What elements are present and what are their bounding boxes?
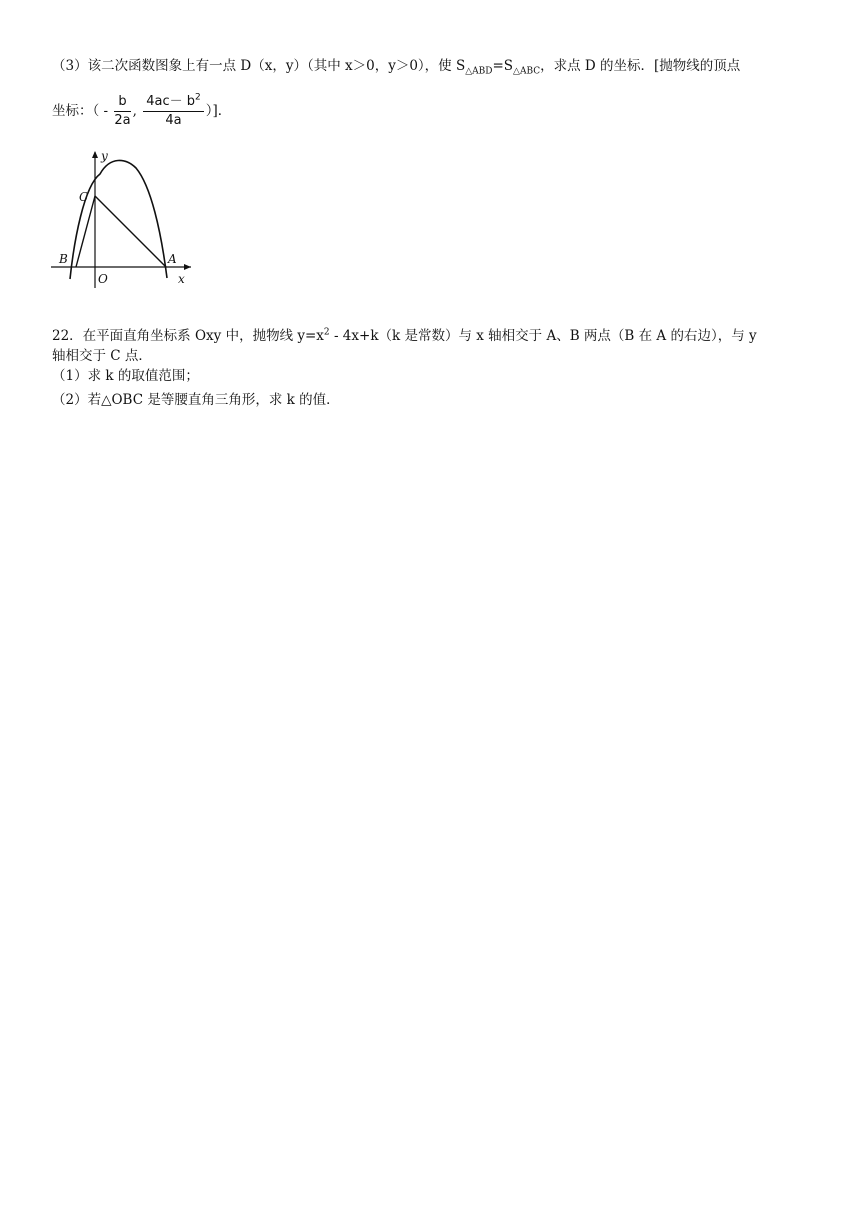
q22-exponent: 2 xyxy=(323,327,330,338)
parabola-figure xyxy=(46,146,206,296)
question-3-line-2 xyxy=(52,94,231,129)
label-x: x xyxy=(178,272,185,286)
fraction-2-numerator xyxy=(143,94,204,112)
fraction-b-over-2a xyxy=(114,94,130,129)
fraction-2-denominator: 4a xyxy=(165,113,182,128)
q3-subscript-abd: △ABD xyxy=(465,66,493,77)
question-22-line-2: 轴相交于 C 点． xyxy=(52,348,152,364)
question-22-part-2: （2）若△OBC 是等腰直角三角形，求 k 的值． xyxy=(52,392,340,408)
fraction-2-exponent: 2 xyxy=(195,92,201,103)
fraction-4ac-b2-over-4a xyxy=(143,94,204,129)
q3-text-eq: =S xyxy=(492,58,514,74)
q3-text-suffix: ，求点 D 的坐标．[抛物线的顶点 xyxy=(540,58,741,74)
label-origin-o: O xyxy=(98,272,108,286)
fraction-2-numerator-text: 4ac－ b xyxy=(146,94,196,109)
label-point-b: B xyxy=(59,252,68,266)
q3-text-prefix: （3）该二次函数图象上有一点 D（x，y）（其中 x＞0，y＞0），使 S xyxy=(52,58,466,74)
q22-text-prefix: 22．在平面直角坐标系 Oxy 中，抛物线 y=x xyxy=(52,328,324,344)
label-point-a: A xyxy=(168,252,177,266)
q3-subscript-abc: △ABC xyxy=(513,66,541,77)
label-point-c: C xyxy=(79,190,89,204)
vertex-coord-end: ）]． xyxy=(205,103,232,119)
fraction-1-denominator: 2a xyxy=(114,113,131,128)
segment-ca xyxy=(95,196,166,267)
y-axis-arrow-icon xyxy=(92,151,98,158)
segment-cb xyxy=(76,196,95,267)
question-22-part-1: （1）求 k 的取值范围； xyxy=(52,368,199,384)
question-22-line-1 xyxy=(52,326,757,346)
x-axis-arrow-icon xyxy=(184,264,191,270)
vertex-coord-label: 坐标：（ - xyxy=(52,103,113,119)
q22-text-suffix: - 4x+k（k 是常数）与 x 轴相交于 A、B 两点（B 在 A 的右边），与 y xyxy=(329,328,757,344)
label-y: y xyxy=(101,149,108,163)
fraction-1-numerator: b xyxy=(114,94,130,112)
vertex-coord-comma: , xyxy=(132,103,137,119)
question-3-line-1 xyxy=(52,56,740,76)
